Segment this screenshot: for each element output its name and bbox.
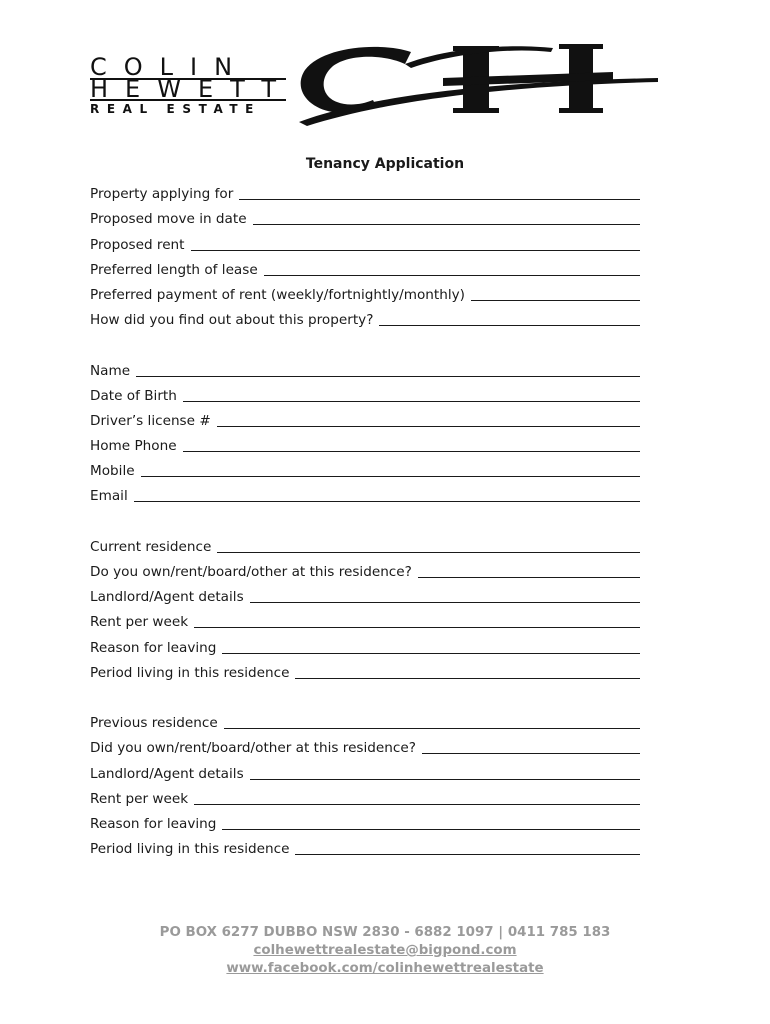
application-form — [90, 178, 640, 858]
field-label: Landlord/Agent details — [90, 765, 244, 782]
footer-facebook-link[interactable]: www.facebook.com/colinhewettrealestate — [226, 961, 544, 976]
ch-monogram-icon — [293, 42, 663, 126]
field-label: Preferred length of lease — [90, 261, 258, 278]
page-title: Tenancy Application — [305, 156, 465, 172]
field-input-line[interactable] — [222, 640, 640, 654]
field-label: Property applying for — [90, 186, 234, 203]
form-row — [90, 279, 640, 304]
field-input-line[interactable] — [250, 589, 640, 603]
footer — [0, 924, 770, 978]
field-label: Home Phone — [90, 438, 177, 455]
field-input-line[interactable] — [194, 614, 640, 628]
field-label: Landlord/Agent details — [90, 589, 244, 606]
field-label: Current residence — [90, 538, 212, 555]
field-label: Period living in this residence — [90, 664, 290, 681]
field-label: Proposed move in date — [90, 211, 247, 228]
form-row — [90, 405, 640, 430]
logo-line-real-estate: REAL ESTATE — [90, 102, 261, 116]
field-input-line[interactable] — [194, 791, 640, 805]
field-input-line[interactable] — [141, 463, 640, 477]
logo-divider — [90, 99, 286, 101]
field-label: Date of Birth — [90, 387, 177, 404]
form-row — [90, 380, 640, 405]
field-label: Driver’s license # — [90, 412, 211, 429]
field-label: Preferred payment of rent (weekly/fortnightly/monthly) — [90, 286, 465, 303]
form-row — [90, 783, 640, 808]
field-label: Do you own/rent/board/other at this residence? — [90, 564, 412, 580]
form-row — [90, 354, 640, 379]
field-label: Email — [90, 488, 128, 505]
field-input-line[interactable] — [134, 488, 640, 502]
field-label: Name — [90, 362, 131, 379]
field-input-line[interactable] — [217, 539, 640, 553]
form-row — [90, 254, 640, 279]
form-row — [90, 556, 640, 581]
field-input-line[interactable] — [183, 438, 640, 452]
logo-wordmark — [90, 53, 294, 116]
field-input-line[interactable] — [264, 262, 640, 276]
form-row — [90, 430, 640, 455]
form-row — [90, 304, 640, 329]
form-row — [90, 581, 640, 606]
form-row — [90, 757, 640, 782]
form-row — [90, 480, 640, 505]
field-input-line[interactable] — [295, 841, 640, 855]
form-row — [90, 808, 640, 833]
field-input-line[interactable] — [239, 186, 640, 200]
logo-line-colin: COLIN — [90, 53, 250, 81]
field-input-line[interactable] — [379, 312, 640, 326]
field-input-line[interactable] — [418, 564, 640, 578]
field-label: How did you find out about this property? — [90, 312, 374, 329]
field-input-line[interactable] — [222, 816, 640, 830]
field-input-line[interactable] — [136, 363, 640, 377]
footer-email-link[interactable]: colhewettrealestate@bigpond.com — [253, 943, 517, 958]
field-input-line[interactable] — [183, 388, 640, 402]
form-row — [90, 178, 640, 203]
field-label: Previous residence — [90, 715, 218, 732]
field-label: Reason for leaving — [90, 639, 217, 656]
field-label: Rent per week — [90, 790, 189, 807]
logo-line-hewett: HEWETT — [90, 75, 294, 103]
field-label: Mobile — [90, 463, 135, 480]
field-input-line[interactable] — [422, 740, 640, 754]
form-row — [90, 833, 640, 858]
section-spacer — [90, 505, 640, 530]
form-row — [90, 228, 640, 253]
form-row — [90, 455, 640, 480]
company-logo — [88, 42, 668, 126]
field-label: Did you own/rent/board/other at this residence? — [90, 740, 416, 757]
section-spacer — [90, 329, 640, 354]
field-label: Period living in this residence — [90, 841, 290, 858]
field-input-line[interactable] — [217, 413, 640, 427]
field-input-line[interactable] — [295, 665, 640, 679]
field-input-line[interactable] — [191, 237, 640, 251]
field-input-line[interactable] — [253, 211, 640, 225]
field-label: Reason for leaving — [90, 815, 217, 832]
form-row — [90, 631, 640, 656]
form-row — [90, 531, 640, 556]
field-input-line[interactable] — [224, 715, 640, 729]
logo-divider — [90, 78, 286, 80]
form-row — [90, 606, 640, 631]
form-row — [90, 732, 640, 757]
section-spacer — [90, 682, 640, 707]
form-row — [90, 657, 640, 682]
footer-address: PO BOX 6277 DUBBO NSW 2830 - 6882 1097 | 0411 785 183 — [159, 925, 611, 940]
field-label: Rent per week — [90, 614, 189, 631]
form-row — [90, 707, 640, 732]
field-label: Proposed rent — [90, 236, 185, 253]
field-input-line[interactable] — [471, 287, 640, 301]
form-row — [90, 203, 640, 228]
field-input-line[interactable] — [250, 766, 640, 780]
